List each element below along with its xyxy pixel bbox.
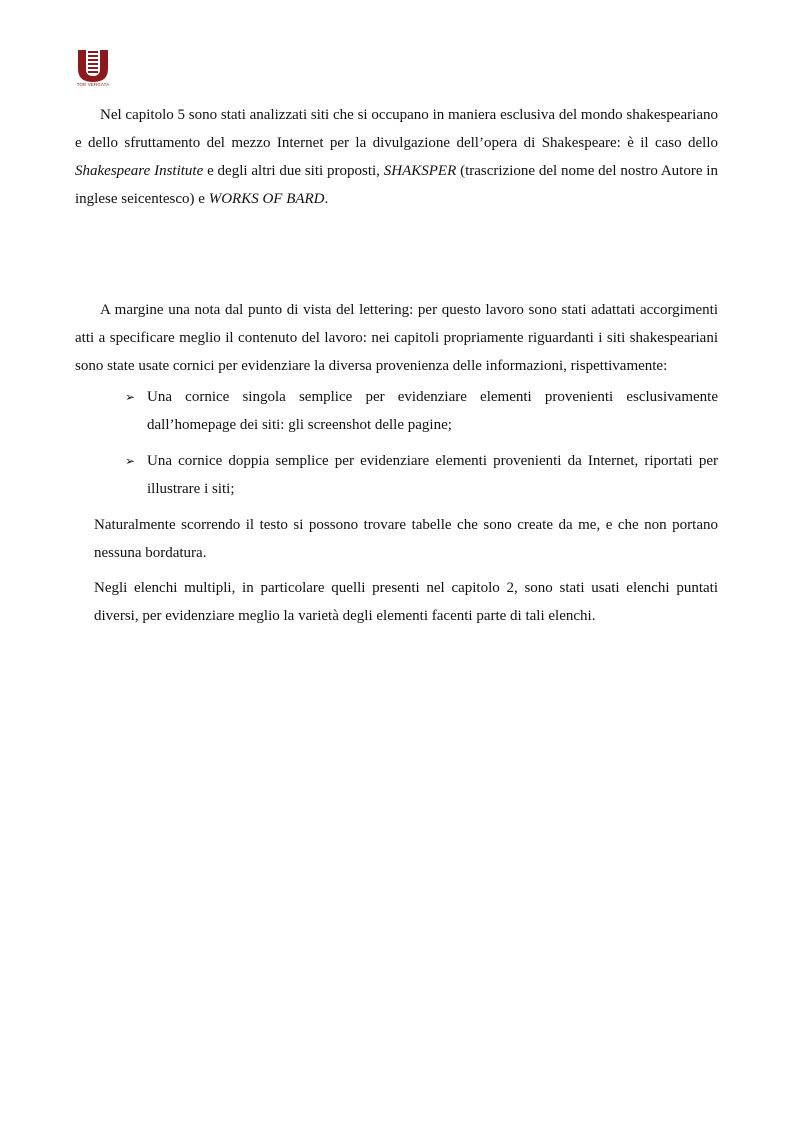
university-logo: [76, 49, 110, 89]
paragraph-lettering-note: A margine una nota dal punto di vista del lettering: per questo lavoro sono stati adattati accorgimenti atti a specificare meglio il contenuto del lavoro: nei capitoli propriamente riguardanti i siti shakespeariani sono state usate cornici per evidenziare la diversa provenienza delle informazioni, rispettivamente:: [75, 302, 718, 374]
list-item: [125, 447, 718, 503]
italic-term-shakespeare-institute: Shakespeare Institute: [75, 163, 204, 179]
paragraph-tables-note: Naturalmente scorrendo il testo si possono trovare tabelle che sono create da me, e che non portano nessuna bordatura.: [94, 517, 718, 561]
paragraph-text: e degli altri due siti proposti,: [203, 163, 384, 179]
list-item-text: Una cornice doppia semplice per evidenziare elementi provenienti da Internet, riportati per illustrare i siti;: [147, 453, 718, 497]
paragraph-chapter-5: [75, 101, 718, 213]
list-item: [125, 383, 718, 439]
italic-term-works-of-bard: WORKS OF BARD: [208, 191, 325, 207]
frame-list: [75, 383, 718, 503]
document-body: [75, 101, 718, 630]
university-logo-icon: [76, 49, 110, 83]
paragraph-text: .: [324, 191, 329, 207]
list-item-text: Una cornice singola semplice per evidenziare elementi provenienti esclusivamente dall’homepage dei siti: gli screenshot delle pagine;: [147, 389, 718, 433]
italic-term-shaksper: SHAKSPER: [383, 163, 457, 179]
paragraph-lists-note: Negli elenchi multipli, in particolare quelli presenti nel capitolo 2, sono stati usati elenchi puntati diversi, per evidenziare meglio la varietà degli elementi facenti parte di tali elenchi.: [94, 580, 718, 624]
paragraph-text: (trascrizione del nome del nostro Autore in inglese seicentesco) e: [75, 163, 718, 207]
logo-caption: TOR VERGATA: [76, 82, 110, 87]
paragraph-text: Nel capitolo 5 sono stati analizzati siti che si occupano in maniera esclusiva del mondo shakespeariano e dello sfruttamento del mezzo Internet per la divulgazione dell’opera di Shakespeare: è il caso dello: [75, 107, 718, 151]
arrow-bullet-icon: ➢: [125, 390, 136, 404]
arrow-bullet-icon: ➢: [125, 454, 136, 468]
